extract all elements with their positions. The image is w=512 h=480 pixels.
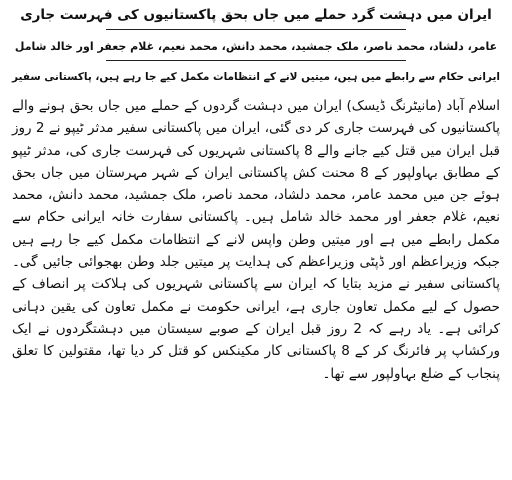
victims-names-headline: عامر، دلشاد، محمد ناصر، ملک جمشید، محمد دانش، محمد نعیم، غلام جعفر اور خالد شامل: [14, 40, 498, 53]
main-headline: ایران میں دہشت گرد حملے میں جاں بحق پاکستانیوں کی فہرست جاری: [20, 7, 492, 23]
ambassador-statement-headline: ایرانی حکام سے رابطے میں ہیں، میتیں لانے کے انتظامات مکمل کیے جا رہے ہیں، پاکستانی سفیر: [11, 71, 500, 83]
headline-divider: [106, 60, 406, 61]
headline-block: [12, 6, 500, 87]
headline-divider: [106, 29, 406, 30]
article-body: اسلام آباد (مانیٹرنگ ڈیسک) ایران میں دہشت گردوں کے حملے میں جاں بحق ہونے والے پاکستانیوں کی فہرست جاری کر دی گئی، ایران میں پاکستانی سفیر مدثر ٹیپو نے 2 روز قبل ایران میں قتل کیے جانے والے 8 پاکستانی شہریوں کی فہرست جاری کی، مدثر ٹیپو کے مطابق بہاولپور کے 8 محنت کش پاکستانی ایران کے شہر مہرستان میں جاں بحق ہوئے جن میں محمد عامر، محمد دلشاد، محمد ناصر، ملک جمشید، محمد دانش، محمد نعیم، غلام جعفر اور محمد خالد شامل ہیں۔ پاکستانی سفارت خانہ ایرانی حکام سے مکمل رابطے میں ہے اور میتیں وطن واپس لانے کے انتظامات مکمل کیے جا رہے ہیں جبکہ وزیراعظم اور ڈپٹی وزیراعظم کی ہدایت پر میتیں جلد وطن بھجوائی جائیں گی۔ پاکستانی سفیر نے مزید بتایا کہ ایران سے پاکستانی شہریوں کی ہلاکت پر انصاف کے حصول کے لیے مکمل تعاون جاری ہے، ایرانی حکومت نے مکمل تعاون کی یقین دہانی کرائی ہے۔ یاد رہے کہ 2 روز قبل ایران کے صوبے سیستان میں دہشتگردوں نے ایک ورکشاپ پر فائرنگ کر کے 8 پاکستانی کار مکینکس کو قتل کر دیا تھا، مقتولین کا تعلق پنجاب کے ضلع بہاولپور سے تھا۔: [12, 98, 500, 382]
